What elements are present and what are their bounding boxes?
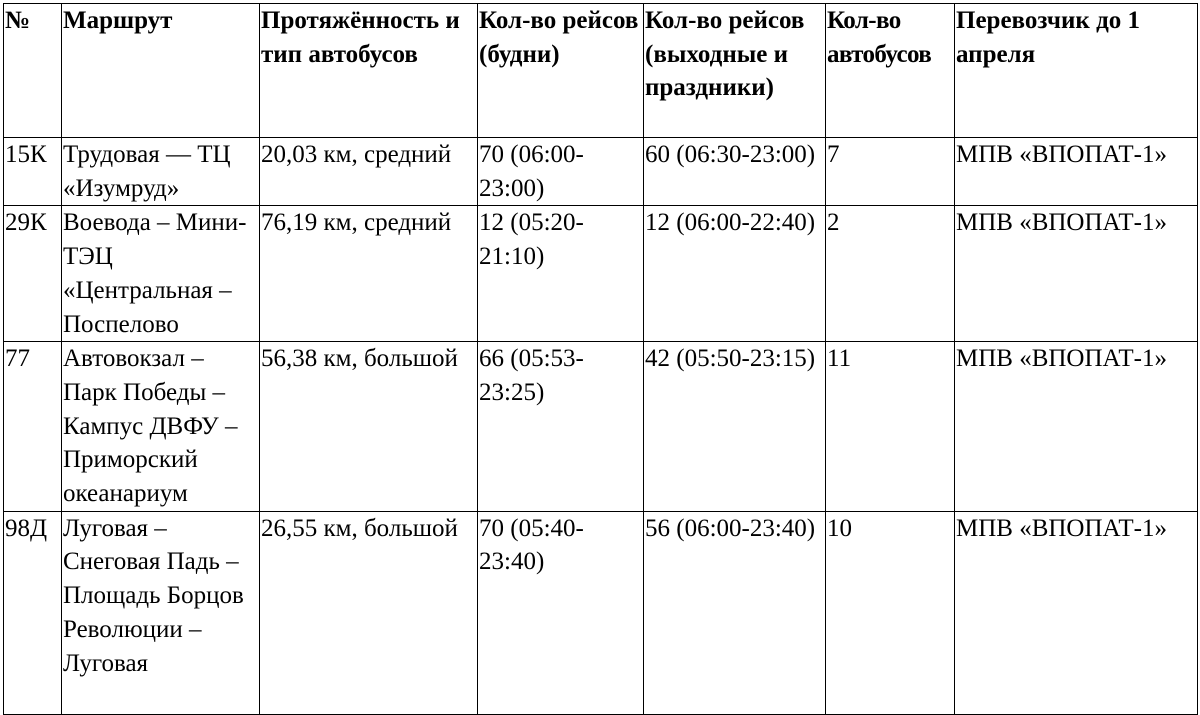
cell-trips-weekdays: 12 (05:20-21:10) xyxy=(478,206,644,342)
cell-length-type: 76,19 км, средний xyxy=(260,206,478,342)
cell-length-type: 56,38 км, большой xyxy=(260,342,478,512)
cell-length-type: 20,03 км, средний xyxy=(260,138,478,206)
cell-length-type: 26,55 км, большой xyxy=(260,511,478,714)
cell-number: 29К xyxy=(4,206,62,342)
cell-trips-weekdays: 70 (05:40-23:40) xyxy=(478,511,644,714)
cell-trips-weekends: 42 (05:50-23:15) xyxy=(644,342,826,512)
table-row xyxy=(4,206,1198,342)
cell-carrier: МПВ «ВПОПАТ-1» xyxy=(955,342,1198,512)
cell-trips-weekdays: 66 (05:53-23:25) xyxy=(478,342,644,512)
header-row xyxy=(4,4,1198,138)
header-number: № xyxy=(4,4,62,138)
cell-buses: 10 xyxy=(826,511,955,714)
cell-trips-weekends: 12 (06:00-22:40) xyxy=(644,206,826,342)
routes-table xyxy=(3,3,1198,715)
cell-number: 98Д xyxy=(4,511,62,714)
header-route: Маршрут xyxy=(62,4,260,138)
cell-route: Луговая – Снеговая Падь – Площадь Борцов Революции – Луговая xyxy=(62,511,260,714)
cell-route: Автовокзал – Парк Победы – Кампус ДВФУ – Приморский океанариум xyxy=(62,342,260,512)
table-row xyxy=(4,138,1198,206)
cell-carrier: МПВ «ВПОПАТ-1» xyxy=(955,511,1198,714)
cell-route: Воевода – Мини-ТЭЦ «Центральная – Поспелово xyxy=(62,206,260,342)
cell-number: 77 xyxy=(4,342,62,512)
cell-number: 15К xyxy=(4,138,62,206)
cell-buses: 7 xyxy=(826,138,955,206)
header-buses: Кол-во автобусов xyxy=(826,4,955,138)
header-carrier: Перевозчик до 1 апреля xyxy=(955,4,1198,138)
cell-buses: 2 xyxy=(826,206,955,342)
header-trips-weekends: Кол-во рейсов (выходные и праздники) xyxy=(644,4,826,138)
cell-route: Трудовая — ТЦ «Изумруд» xyxy=(62,138,260,206)
cell-trips-weekdays: 70 (06:00-23:00) xyxy=(478,138,644,206)
cell-carrier: МПВ «ВПОПАТ-1» xyxy=(955,138,1198,206)
cell-carrier: МПВ «ВПОПАТ-1» xyxy=(955,206,1198,342)
table-row xyxy=(4,511,1198,714)
cell-buses: 11 xyxy=(826,342,955,512)
cell-trips-weekends: 60 (06:30-23:00) xyxy=(644,138,826,206)
header-length-type: Протяжённость и тип автобусов xyxy=(260,4,478,138)
table-row xyxy=(4,342,1198,512)
header-trips-weekdays: Кол-во рейсов (будни) xyxy=(478,4,644,138)
cell-trips-weekends: 56 (06:00-23:40) xyxy=(644,511,826,714)
